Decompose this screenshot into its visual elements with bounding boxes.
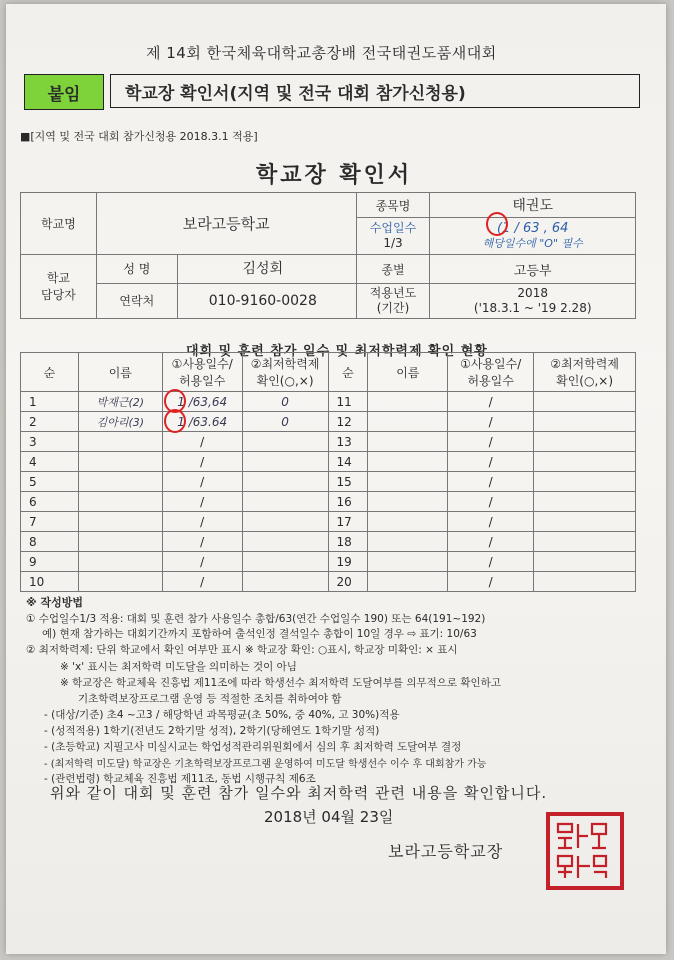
row-check	[534, 512, 636, 532]
row-name	[368, 572, 448, 592]
table-row	[21, 512, 636, 532]
form-note: ■[지역 및 전국 대회 참가신청용 2018.3.1 적용]	[20, 130, 258, 143]
method-heading: ※ 작성방법	[26, 596, 84, 609]
row-no: 3	[21, 432, 79, 452]
manager-label-1: 학교	[46, 270, 70, 285]
row-name	[78, 472, 162, 492]
event-label: 종목명	[356, 193, 430, 218]
row-check	[242, 452, 328, 472]
row-no: 20	[328, 572, 368, 592]
row-no: 13	[328, 432, 368, 452]
row-days: /	[162, 492, 242, 512]
row-name	[78, 452, 162, 472]
row-days: /	[162, 532, 242, 552]
contact-row	[96, 284, 356, 319]
row-name: 김아리(3)	[78, 412, 162, 432]
method-line-5: ※ 학교장은 학교체육 진흥법 제11조에 따라 학생선수 최저학력 도달여부를 의무적으로 확인하고	[60, 677, 501, 689]
row-check	[242, 552, 328, 572]
row-days: /	[448, 472, 534, 492]
row-check	[534, 552, 636, 572]
table-row	[21, 392, 636, 412]
row-days: /	[162, 452, 242, 472]
red-seal-icon	[486, 212, 508, 236]
row-name	[368, 472, 448, 492]
days-fraction: 1/3	[383, 236, 403, 250]
row-name	[78, 572, 162, 592]
row-days: /	[162, 432, 242, 452]
row-check	[534, 432, 636, 452]
row-check	[534, 472, 636, 492]
contact-label: 연락처	[97, 284, 178, 318]
row-days: /	[448, 392, 534, 412]
row-name	[368, 492, 448, 512]
manager-label-cell	[21, 255, 97, 319]
method-line-1: ① 수업일수1/3 적용: 대회 및 훈련 참가 사용일수 총합/63(연간 수업일수 190) 또는 64(191~192)	[26, 613, 486, 625]
method-line-2: 예) 현재 참가하는 대회기간까지 포함하여 출석인정 결석일수 총합이 10일 경우 ⇨ 표기: 10/63	[42, 628, 477, 640]
confirmation-text: 위와 같이 대회 및 훈련 참가 일수와 최저학력 관련 내용을 확인합니다.	[50, 784, 548, 802]
row-no: 7	[21, 512, 79, 532]
school-info-table	[20, 192, 636, 319]
row-check	[534, 532, 636, 552]
issue-date: 2018년 04월 23일	[264, 808, 394, 826]
method-line-9: - (초등학교) 지필고사 미실시교는 학업성적관리위원회에서 심의 후 최저학력 도달여부 결정	[44, 741, 462, 753]
row-no: 17	[328, 512, 368, 532]
row-days: /	[162, 472, 242, 492]
year-label-cell	[356, 284, 430, 319]
days-label-cell	[356, 218, 430, 255]
header-days-2: ①사용일수/ 허용일수	[448, 353, 534, 392]
division-value: 고등부	[430, 255, 636, 284]
row-check	[534, 412, 636, 432]
row-no: 8	[21, 532, 79, 552]
row-no: 15	[328, 472, 368, 492]
row-name	[78, 552, 162, 572]
row-name	[368, 452, 448, 472]
header-name-2: 이름	[368, 353, 448, 392]
method-line-11: - (관련법령) 학교체육 진흥법 제11조, 동법 시행규칙 제6조	[44, 773, 316, 785]
division-label: 종별	[356, 255, 430, 284]
method-line-8: - (성적적용) 1학기(전년도 2학기말 성적), 2학기(당해연도 1학기말 성적)	[44, 725, 380, 737]
school-label: 학교명	[21, 193, 97, 255]
row-name	[368, 432, 448, 452]
table-row	[21, 492, 636, 512]
row-days: /	[162, 552, 242, 572]
row-name	[368, 392, 448, 412]
year-value-1: 2018	[517, 286, 548, 300]
row-check	[534, 572, 636, 592]
contact-value: 010-9160-0028	[208, 293, 317, 309]
table-row	[21, 532, 636, 552]
row-days: /	[448, 572, 534, 592]
row-name	[368, 532, 448, 552]
year-value-2: ('18.3.1 ~ '19 2.28)	[473, 301, 592, 315]
table-row	[21, 472, 636, 492]
school-seal-stamp-icon	[546, 812, 624, 890]
row-name	[78, 532, 162, 552]
name-value: 김성회	[242, 261, 284, 277]
row-no: 16	[328, 492, 368, 512]
row-check	[242, 432, 328, 452]
row-days: /	[162, 572, 242, 592]
row-check	[242, 572, 328, 592]
row-days: 1 /63,64	[162, 392, 242, 412]
row-check	[242, 512, 328, 532]
header-min: ②최저학력제 확인(○,×)	[242, 353, 328, 392]
row-check	[242, 492, 328, 512]
form-title: 학교장 확인서(지역 및 전국 대회 참가신청용)	[110, 74, 640, 108]
name-label: 성 명	[97, 255, 178, 283]
event-value: 태권도	[430, 193, 636, 218]
row-no: 10	[21, 572, 79, 592]
year-value-cell	[430, 284, 636, 319]
row-name	[78, 512, 162, 532]
school-name: 보라고등학교	[96, 193, 356, 255]
method-line-6: 기초학력보장프로그램 운영 등 적절한 조치를 취하여야 함	[78, 693, 342, 705]
method-line-10: - (최저학력 미도달) 학교장은 기초학력보장프로그램 운영하여 미도달 학생선수 이수 후 대회참가 가능	[44, 759, 487, 770]
row-name: 박재근(2)	[78, 392, 162, 412]
year-label-1: 적용년도	[369, 286, 417, 300]
row-days: /	[448, 492, 534, 512]
row-no: 4	[21, 452, 79, 472]
header-name: 이름	[78, 353, 162, 392]
header-min-2: ②최저학력제 확인(○,×)	[534, 353, 636, 392]
row-days: /	[448, 452, 534, 472]
row-days: /	[448, 552, 534, 572]
row-days: 1 /63.64	[162, 412, 242, 432]
table-row	[21, 572, 636, 592]
name-row	[96, 255, 356, 284]
header-no-2: 순	[328, 353, 368, 392]
row-no: 18	[328, 532, 368, 552]
row-no: 1	[21, 392, 79, 412]
principal-name: 보라고등학교장	[388, 842, 504, 861]
method-line-7: - (대상/기준) 초4 ~고3 / 해당학년 과목평균(초 50%, 중 40%, 고 30%)적용	[44, 709, 400, 721]
method-line-3: ② 최저학력제: 단위 학교에서 확인 여부만 표시 ※ 학교장 확인: ○표시, 학교장 미확인: × 표시	[26, 644, 458, 656]
table-row	[21, 552, 636, 572]
table-row	[21, 412, 636, 432]
document-title: 학교장 확인서	[256, 163, 413, 188]
row-no: 12	[328, 412, 368, 432]
row-no: 5	[21, 472, 79, 492]
table-title: 대회 및 훈련 참가 일수 및 최저학력제 확인 현황	[186, 344, 488, 359]
document-page	[6, 4, 666, 954]
row-check: 0	[242, 412, 328, 432]
row-check: 0	[242, 392, 328, 412]
table-row	[21, 452, 636, 472]
row-days: /	[448, 532, 534, 552]
red-seal-icon	[164, 409, 186, 433]
row-name	[78, 492, 162, 512]
days-note: 해당일수에 "O" 필수	[482, 237, 583, 250]
row-no: 2	[21, 412, 79, 432]
row-days: /	[162, 512, 242, 532]
row-no: 6	[21, 492, 79, 512]
header-days: ①사용일수/ 허용일수	[162, 353, 242, 392]
row-check	[242, 532, 328, 552]
row-days: /	[448, 512, 534, 532]
year-label-2: (기간)	[376, 301, 410, 315]
attachment-badge: 붙임	[24, 74, 104, 110]
participation-table	[20, 352, 636, 592]
days-label: 수업일수	[369, 221, 417, 235]
row-no: 9	[21, 552, 79, 572]
row-name	[78, 432, 162, 452]
row-check	[534, 492, 636, 512]
row-no: 19	[328, 552, 368, 572]
method-line-4: ※ 'x' 표시는 최저학력 미도달을 의미하는 것이 아님	[60, 661, 297, 673]
row-check	[534, 452, 636, 472]
days-value-cell	[430, 218, 636, 255]
row-days: /	[448, 412, 534, 432]
row-name	[368, 552, 448, 572]
row-no: 11	[328, 392, 368, 412]
header-no: 순	[21, 353, 79, 392]
row-days: /	[448, 432, 534, 452]
row-check	[534, 392, 636, 412]
row-name	[368, 512, 448, 532]
row-check	[242, 472, 328, 492]
event-title: 제 14회 한국체육대학교총장배 전국태권도품새대회	[146, 44, 497, 62]
table-row	[21, 432, 636, 452]
row-no: 14	[328, 452, 368, 472]
table-header-row	[21, 353, 636, 392]
manager-label-2: 담당자	[41, 287, 76, 302]
row-name	[368, 412, 448, 432]
days-value: (1 / 63 , 64	[496, 221, 569, 236]
